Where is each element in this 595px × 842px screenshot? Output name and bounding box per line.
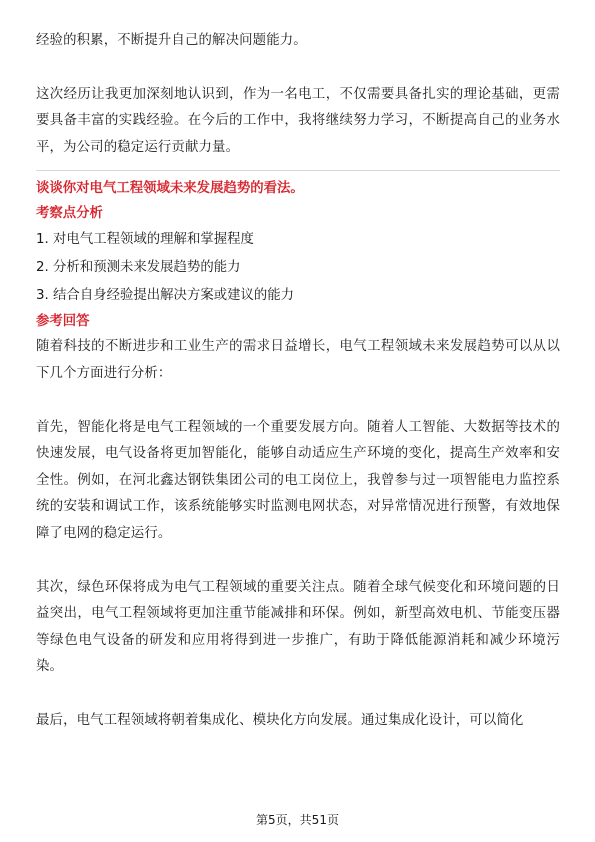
section-divider bbox=[36, 170, 560, 171]
answer-paragraph-3: 其次，绿色环保将成为电气工程领域的重要关注点。随着全球气候变化和环境问题的日益突出，电气工程领域将更加注重节能减排和环保。例如，新型高效电机、节能变压器等绿色电气设备的研发和应用将得到进一步推广，有助于降低能源消耗和减少环境污染。 bbox=[36, 579, 560, 675]
analysis-point: 1. 对电气工程领域的理解和掌握程度 bbox=[36, 232, 254, 248]
question-title: 谈谈你对电气工程领域未来发展趋势的看法。 bbox=[36, 181, 304, 197]
analysis-heading: 考察点分析 bbox=[36, 206, 103, 222]
answer-paragraph-1: 随着科技的不断进步和工业生产的需求日益增长，电气工程领域未来发展趋势可以从以下几个方面进行分析： bbox=[36, 339, 560, 381]
answer-heading: 参考回答 bbox=[36, 314, 90, 330]
paragraph-spacer bbox=[36, 681, 560, 708]
paragraph-spacer bbox=[36, 548, 560, 575]
answer-paragraph-4: 最后，电气工程领域将朝着集成化、模块化方向发展。通过集成化设计，可以简化 bbox=[36, 712, 524, 728]
paragraph-spacer bbox=[36, 55, 560, 82]
answer-paragraph-2: 首先，智能化将是电气工程领域的一个重要发展方向。随着人工智能、大数据等技术的快速发展，电气设备将更加智能化，能够自动适应生产环境的变化，提高生产效率和安全性。例如，在河北鑫达钢铁集团公司的电工岗位上，我曾参与过一项智能电力监控系统的安装和调试工作，该系统能够实时监测电网状态，对异常情况进行预警，有效地保障了电网的稳定运行。 bbox=[36, 419, 560, 541]
intro-paragraph-1: 经验的积累，不断提升自己的解决问题能力。 bbox=[36, 33, 307, 48]
analysis-point: 3. 结合自身经验提出解决方案或建议的能力 bbox=[36, 288, 295, 304]
page-content bbox=[36, 28, 560, 735]
intro-paragraph-2: 这次经历让我更加深刻地认识到，作为一名电工，不仅需要具备扎实的理论基础，更需要具备丰富的实践经验。在今后的工作中，我将继续努力学习，不断提高自己的业务水平，为公司的稳定运行贡献力量。 bbox=[36, 86, 560, 155]
page-footer: 第5页，共51页 bbox=[256, 813, 339, 827]
analysis-points-list bbox=[36, 226, 560, 310]
paragraph-spacer bbox=[36, 388, 560, 415]
analysis-point: 2. 分析和预测未来发展趋势的能力 bbox=[36, 260, 241, 276]
